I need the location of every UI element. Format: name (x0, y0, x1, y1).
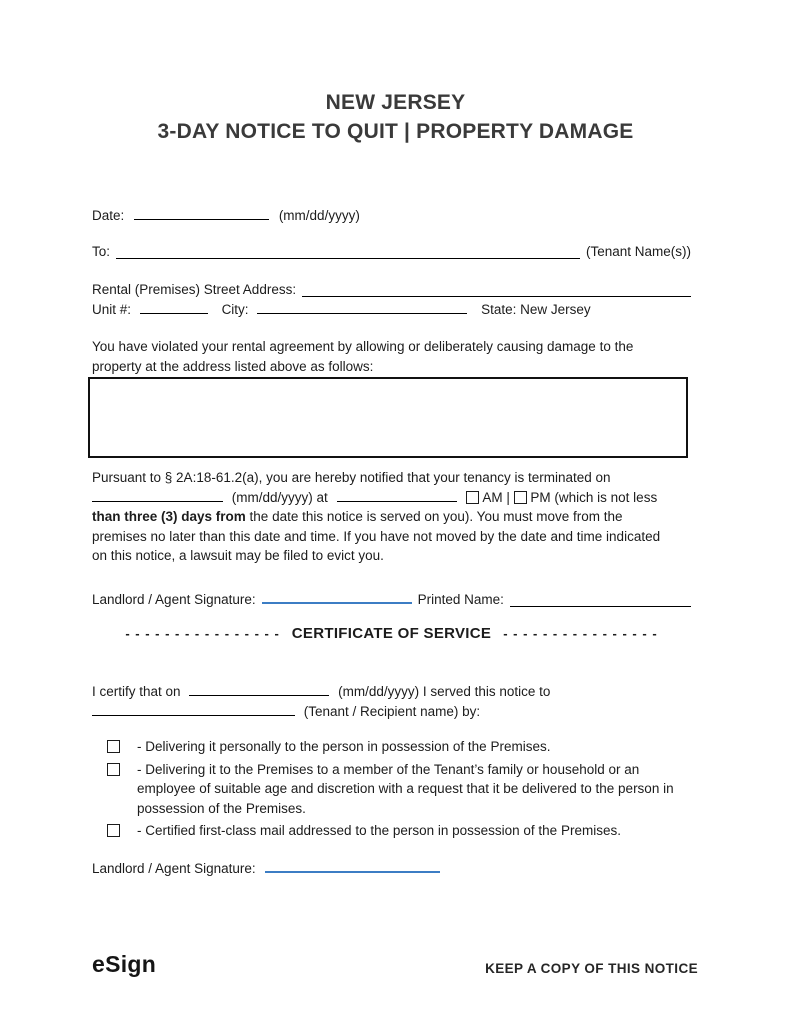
landlord-signature-label-2: Landlord / Agent Signature: (92, 861, 256, 876)
to-label: To: (92, 244, 111, 259)
damage-description-box[interactable] (88, 377, 688, 458)
certify-paragraph (92, 682, 691, 721)
tenant-name-hint: (Tenant Name(s)) (585, 244, 691, 259)
termination-time-input-line[interactable] (337, 488, 457, 502)
date-label: Date: (92, 208, 125, 223)
unit-label: Unit #: (92, 302, 132, 317)
pursuant-line4: premises no later than this date and time. If you have not moved by the date and time indicated (92, 528, 661, 544)
landlord-signature-input-line[interactable] (262, 590, 412, 604)
service-date-input-line[interactable] (189, 682, 329, 696)
termination-date-hint: (mm/dd/yyyy) at (231, 489, 328, 505)
date-line (92, 206, 691, 226)
date-format-hint: (mm/dd/yyyy) (278, 208, 360, 223)
pm-checkbox[interactable] (514, 491, 527, 504)
address-line (92, 280, 691, 300)
pursuant-line1: Pursuant to § 2A:18-61.2(a), you are hereby notified that your tenancy is terminated on (92, 470, 611, 485)
certify-mid: (mm/dd/yyyy) I served this notice to (338, 684, 551, 699)
service-option-mail (92, 821, 691, 841)
certify-by: (Tenant / Recipient name) by: (303, 703, 481, 719)
pursuant-line5: on this notice, a lawsuit may be filed to evict you. (92, 548, 384, 563)
address-label: Rental (Premises) Street Address: (92, 282, 297, 297)
am-checkbox[interactable] (466, 491, 479, 504)
household-delivery-label: - Delivering it to the Premises to a member of the Tenant’s family or household or an employee of suitable age and discretion with a request that it be delivered to the person in possession of the Premises. (137, 761, 674, 816)
certificate-of-service-header (92, 624, 691, 644)
landlord-signature-input-line-2[interactable] (265, 859, 440, 873)
termination-date-input-line[interactable] (92, 488, 223, 502)
city-label: City: (221, 302, 249, 317)
certificate-dashes-right: - - - - - - - - - - - - - - - - (503, 626, 658, 641)
service-option-personal (92, 737, 691, 757)
certified-mail-checkbox[interactable] (107, 824, 120, 837)
printed-name-input-line[interactable] (510, 587, 691, 607)
to-line (92, 242, 691, 262)
certificate-dashes-left: - - - - - - - - - - - - - - - - (125, 626, 280, 641)
pursuant-paragraph (92, 468, 691, 566)
personal-delivery-label: - Delivering it personally to the person in possession of the Premises. (137, 739, 551, 754)
certificate-title: CERTIFICATE OF SERVICE (291, 625, 492, 642)
am-label: AM (482, 489, 503, 505)
pursuant-line2 (92, 488, 691, 508)
am-pm-separator: | (506, 489, 510, 505)
pursuant-not-less: (which is not less (554, 489, 658, 505)
tenant-name-input-line[interactable] (116, 239, 580, 259)
state-label: State: New Jersey (481, 302, 591, 317)
printed-name-label: Printed Name: (417, 592, 504, 607)
keep-copy-notice: KEEP A COPY OF THIS NOTICE (485, 961, 698, 976)
city-input-line[interactable] (257, 300, 467, 314)
personal-delivery-checkbox[interactable] (107, 740, 120, 753)
signature-line-2 (92, 859, 691, 879)
unit-city-state-line (92, 300, 691, 320)
title-state: NEW JERSEY (325, 91, 466, 114)
pursuant-line3-rest: the date this notice is served on you). You must move from the (249, 509, 623, 524)
pursuant-bold-phrase: than three (3) days from (92, 509, 246, 524)
pursuant-line3 (92, 507, 691, 527)
certified-mail-label: - Certified first-class mail addressed to the person in possession of the Premises. (137, 823, 621, 838)
violation-paragraph (92, 337, 691, 376)
certify-line2 (92, 702, 691, 722)
violation-text-line2: property at the address listed above as follows: (92, 358, 374, 374)
address-input-line[interactable] (302, 277, 691, 297)
household-delivery-checkbox[interactable] (107, 763, 120, 776)
violation-text-line1: You have violated your rental agreement by allowing or deliberately causing damage to the (92, 339, 634, 354)
unit-input-line[interactable] (140, 300, 208, 314)
certify-pre: I certify that on (92, 684, 181, 699)
pm-label: PM (530, 489, 551, 505)
title-form-name: 3-DAY NOTICE TO QUIT | PROPERTY DAMAGE (157, 120, 634, 143)
signature-line-1 (92, 590, 691, 610)
landlord-signature-label: Landlord / Agent Signature: (92, 592, 256, 607)
service-option-household (92, 760, 691, 819)
document-title (0, 88, 791, 146)
esign-logo: eSign (92, 951, 157, 977)
service-method-list (92, 737, 691, 844)
recipient-name-input-line[interactable] (92, 702, 295, 716)
date-input-line[interactable] (134, 206, 269, 220)
certify-line1 (92, 682, 691, 702)
